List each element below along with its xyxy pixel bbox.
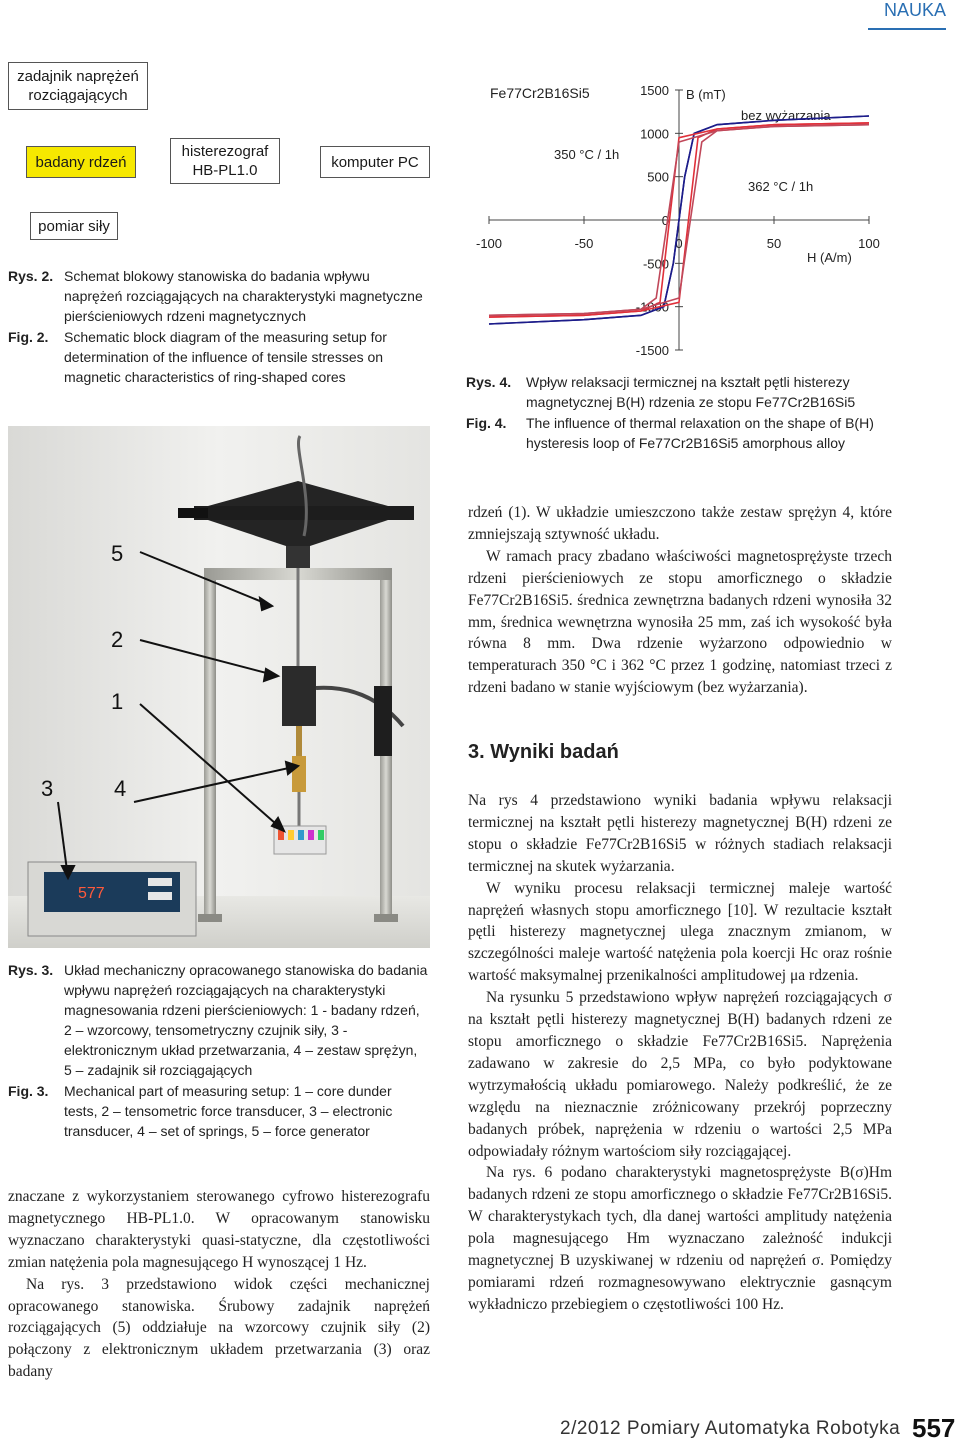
left-column-body (8, 1186, 430, 1383)
caption-text-en: Mechanical part of measuring setup: 1 – core dunder tests, 2 – tensometric force transducer, 3 – electronic transducer, 4 – set of springs, 5 – force generator (64, 1083, 393, 1139)
y-tick-label: -1500 (635, 343, 669, 358)
y-tick-label: -1000 (635, 299, 669, 315)
paragraph: Na rysunku 5 przedstawiono wpływ naprężeń rozciągających σ na kształt pętli histerezy magnetycznej B(H) badanych rdzeni ze stopu amorficznego o składzie Fe77Cr2B16Si5. Naprężenia zadawano w zakresie do 2,5 MPa, co było podyktowane wytrzymałością układu pomiarowego. Należy podkreślić, że ze względu na nieznacznie zróżnicowany przekrój poprzeczny badanych próbek, naprężenia w rdzeniu o wartości 2,5 MPa odpowiadały różnym wartościom siły rozciągającej. (468, 989, 892, 1160)
series-label-noanneal: bez wyżarzania (741, 108, 831, 123)
page-number: 557 (912, 1413, 956, 1443)
paragraph: Na rys 4 przedstawiono wyniki badania wpływu relaksacji termicznej na kształt pętli histerezy magnetycznej B(H) rdzeni ze stopu o składzie Fe77Cr2B16Si5 w różnych stadiach relaksacji termicznej na skutek wyżarzania. (468, 792, 892, 875)
caption-text-pl: Wpływ relaksacji termicznej na kształt pętli histerezy magnetycznej B(H) rdzenia ze stopu Fe77Cr2B16Si5 (526, 374, 856, 410)
force-transducer (282, 666, 316, 726)
label-3: 3 (41, 776, 54, 801)
label-5: 5 (111, 541, 124, 566)
springs (292, 756, 306, 792)
paragraph: rdzeń (1). W układzie umieszczono także zestaw sprężyn 4, które zmniejszają sztywność układu. (468, 504, 892, 543)
y-tick-label: 500 (647, 169, 669, 185)
figure-3-caption (8, 960, 430, 1142)
caption-text-pl: Układ mechaniczny opracowanego stanowiska do badania wpływu naprężeń rozciągających na charakterystyki magnesowania rdzeni pierścieniowych: 1 - badany rdzeń, 2 – wzorcowy, tensometryczny czujnik siły, 3 - elektronicznym układ przetwarzania, 4 – zestaw sprężyn, 5 – zadajnik sił rozciągających (64, 962, 428, 1078)
caption-label-pl: Rys. 2. (8, 268, 54, 284)
right-column-body-top (468, 502, 892, 699)
section-label: NAUKA (868, 0, 946, 30)
label-1: 1 (111, 689, 124, 714)
x-tick-label: -50 (574, 236, 594, 251)
force-measurement-box: pomiar siły (30, 212, 118, 240)
label-4: 4 (114, 776, 127, 801)
caption-text-en: The influence of thermal relaxation on the shape of B(H) hysteresis loop of Fe77Cr2B16Si5 amorphous alloy (526, 415, 874, 451)
paragraph: W wyniku procesu relaksacji termicznej maleje wartość naprężeń własnych stopu amorficznego [10]. W rezultacie kształt pętli histerezy magnetycznej ulega znacznym zmianom, w szczególności maleje wartość natężenia pola koercji Hc oraz rośnie wartość maksymalnej przenikalności amplitudowej μa rdzenia. (468, 879, 892, 985)
series-label-362: 362 °C / 1h (748, 179, 814, 194)
paragraph: W ramach pracy zbadano właściwości magnetosprężyste trzech rdzeni pierścieniowych ze stopu amorficznego o składzie Fe77Cr2B16Si5. średnica zewnętrzna badanych rdzeni wynosiła 32 mm, średnica wewnętrzna wynosiła 25 mm, zaś ich wysokość była równa 8 mm. Dwa rdzenie wyżarzono odpowiednio w temperaturach 350 °C i 362 °C przez 1 godzinę, natomiast trzeci z rdzeni badano w stanie wyjściowym (bez wyżarzania). (468, 547, 892, 697)
caption-label-en: Fig. 2. (8, 329, 49, 345)
frame-post-left (204, 576, 216, 916)
y-tick-label: 0 (661, 213, 669, 228)
paragraph: Na rys. 3 przedstawiono widok części mechanicznej opracowanego stanowiska. Śrubowy zadajnik naprężeń rozciągających (5) oddziałuje na wzorcowy czujnik siły (2) połączony z elektronicznym układem przetwarzania (3) oraz badany (8, 1275, 430, 1381)
hysteresigraph-box: histerezograf HB-PL1.0 (170, 138, 280, 184)
x-tick-label: -100 (475, 236, 503, 251)
xlabel: H (A/m) (807, 250, 852, 265)
electronic-transducer (28, 862, 196, 936)
x-tick-label: 50 (766, 236, 782, 251)
y-tick-label: 1000 (640, 126, 669, 142)
alloy-label: Fe77Cr2B16Si5 (490, 85, 590, 101)
x-tick-label: 100 (858, 236, 880, 251)
figure-3-photo (8, 426, 430, 948)
figure-4-caption (466, 372, 896, 460)
y-tick-label: 1500 (640, 83, 669, 98)
caption-label-pl: Rys. 4. (466, 374, 512, 390)
figure-2-caption (8, 266, 428, 390)
caption-label-en: Fig. 4. (466, 415, 507, 431)
device-display: 577 (78, 885, 105, 902)
caption-text-en: Schematic block diagram of the measuring setup for determination of the influence of tensile stresses on magnetic characteristics of ring-shaped cores (64, 329, 387, 385)
caption-label-pl: Rys. 3. (8, 962, 54, 978)
section-heading: 3. Wyniki badań (468, 741, 619, 763)
series-label-350: 350 °C / 1h (554, 147, 620, 162)
x-tick-label: 0 (675, 236, 683, 251)
computer-box: komputer PC (320, 146, 430, 178)
figure-4-hysteresis-chart (466, 72, 896, 368)
ylabel: B (mT) (686, 87, 726, 102)
label-2: 2 (111, 627, 124, 652)
core-box: badany rdzeń (26, 146, 136, 178)
right-column-body (468, 790, 892, 1316)
journal-name: 2/2012 Pomiary Automatyka Robotyka (560, 1418, 901, 1439)
caption-text-pl: Schemat blokowy stanowiska do badania wpływu naprężeń rozciągających na charakterystyki magnetyczne pierścieniowych rdzeni magnetycznych (64, 268, 423, 324)
stress-setter-box: zadajnik naprężeń rozciągających (8, 62, 148, 110)
paragraph: Na rys. 6 podano charakterystyki magnetosprężyste B(σ)Hm badanych rdzeni ze stopu amorficznego o składzie Fe77Cr2B16Si5. W charakterystykach tych, dla danej wartości amplitudy natężenia pola magnesującego Hm wyznaczano zależność indukcji magnetycznej B uzyskiwanej w rdzeniu od naprężeń σ. Pomiędzy pomiarami rdzeń rozmagnesowywano elektrycznie gasnącym wykładniczo przebiegiem o częstotliwości 100 Hz. (468, 1164, 892, 1313)
y-tick-label: -500 (642, 256, 669, 272)
paragraph: znaczane z wykorzystaniem sterowanego cyfrowo histerezografu magnetycznego HB-PL1.0. W opracowanym stanowisku wyznaczano charakterystyki quasi-statyczne, dla częstotliwości zmian natężenia pola magnesującego H wynoszącej 1 Hz. (8, 1188, 430, 1271)
caption-label-en: Fig. 3. (8, 1083, 49, 1099)
